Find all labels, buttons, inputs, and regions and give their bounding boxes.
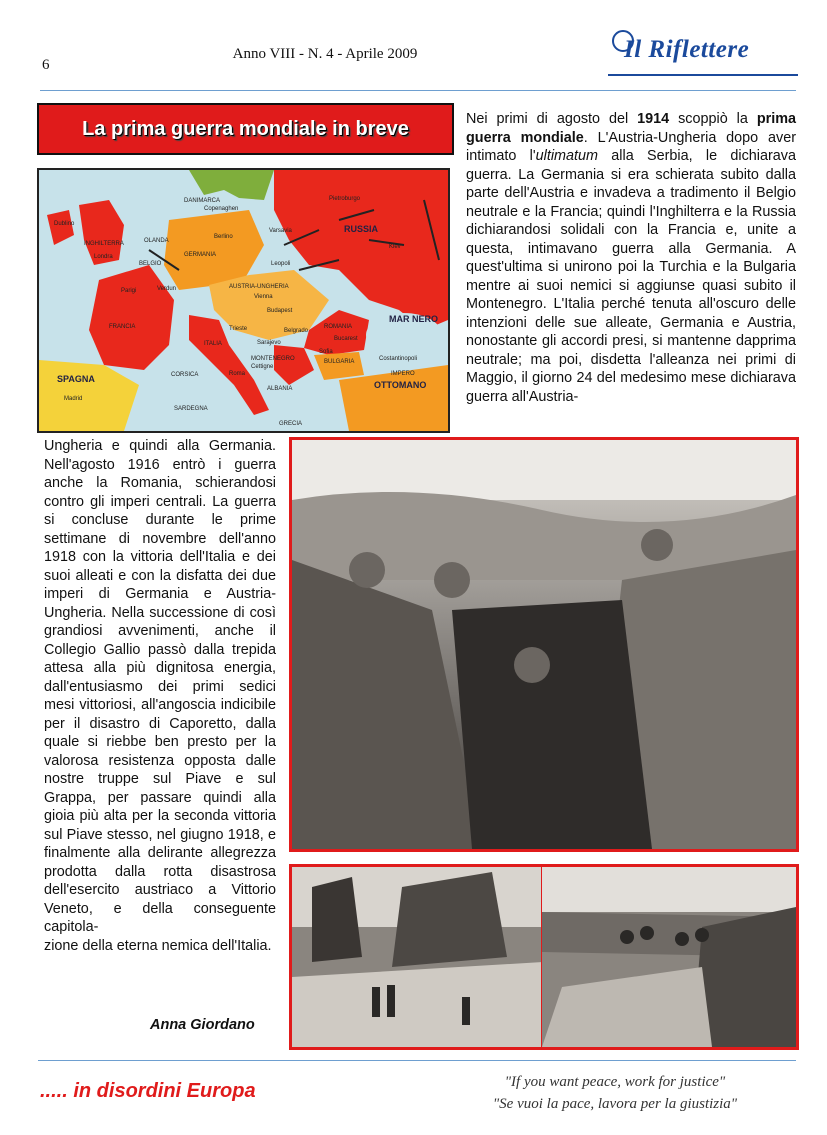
- text-run-italic: ultimatum: [535, 148, 599, 164]
- text-run: . L'Austria-Ungheria dopo aver intimato l': [466, 129, 796, 164]
- issue-line: Anno VIII - N. 4 - Aprile 2009: [232, 46, 418, 62]
- map-label-germania: GERMANIA: [184, 252, 217, 258]
- map-label-romania: ROMANIA: [324, 324, 353, 330]
- map-label-bucarest: Bucarest: [334, 336, 358, 342]
- soldiers-trench-photo-illustration: [542, 867, 796, 1047]
- map-label-vienna: Vienna: [254, 294, 273, 300]
- map-label-albania: ALBANIA: [267, 386, 293, 392]
- map-label-austria: AUSTRIA-UNGHERIA: [229, 284, 289, 290]
- map-label-danimarca: DANIMARCA: [184, 198, 221, 204]
- text-run-bold-war: prima guerra mondiale: [466, 111, 797, 146]
- map-label-sarajevo: Sarajevo: [257, 340, 281, 346]
- map-label-ottomano: OTTOMANO: [374, 380, 427, 390]
- trench-photo: [289, 437, 799, 852]
- map-label-russia: RUSSIA: [344, 224, 379, 234]
- map-label-spagna: SPAGNA: [57, 374, 95, 384]
- map-label-dublino: Dublino: [54, 221, 75, 227]
- ruins-photo-illustration: [292, 867, 543, 1047]
- map-label-italia: ITALIA: [204, 341, 222, 347]
- map-label-grecia: GRECIA: [279, 421, 303, 427]
- article-author: Anna Giordano: [150, 1017, 255, 1033]
- masthead: [608, 30, 798, 78]
- map-label-pietroburgo: Pietroburgo: [329, 196, 361, 202]
- bottom-divider: [38, 1060, 796, 1061]
- article-text-left: [44, 437, 276, 955]
- map-label-impero: IMPERO: [391, 371, 415, 377]
- map-label-varsavia: Varsavia: [269, 228, 292, 234]
- masthead-title: Il Riflettere: [624, 36, 750, 63]
- map-label-inghilterra: INGHILTERRA: [84, 241, 124, 247]
- trench-photo-illustration: [292, 440, 796, 849]
- ruins-photo: [289, 864, 543, 1050]
- text-run: alla Serbia, le dichiarava guerra. La Germania si era schierata subito dalla parte dell'Austria e invadeva a tradimento il Belgio neutrale e la Francia; quindi l'Inghilterra e la Russia dichiarandosi solidali con la Francia e, unite a questa, intimavano guerra alla Germania. A quest'ultima si unirono poi la Turchia e la Bulgaria mentre ai suoi nemici si aggiunse quasi subito il Montenegro. L'Italia perché tenuta all'oscuro delle intenzioni delle sue alleate, Germania e Austria, nonostante gli accordi presi, si mantenne dapprima neutrale; ma poi, disdetta l'alleanza nei primi di Maggio, il giorno 24 del medesimo mese dichiarava guerra all'Austria-: [466, 148, 796, 405]
- article-title-box: [37, 103, 454, 155]
- map-label-costantinopoli: Costantinopoli: [379, 356, 418, 362]
- map-label-copenaghen: Copenaghen: [204, 206, 239, 212]
- map-label-corsica: CORSICA: [171, 372, 199, 378]
- text-run-bold-year: 1914: [637, 111, 670, 127]
- map-label-belgio: BELGIO: [139, 261, 162, 267]
- text-run: scoppiò la: [669, 111, 757, 127]
- map-label-mar-nero: MAR NERO: [389, 314, 438, 324]
- map-label-madrid: Madrid: [64, 396, 83, 402]
- map-label-cettigne: Cettigne: [251, 364, 274, 370]
- map-label-londra: Londra: [94, 254, 113, 260]
- map-label-olanda: OLANDA: [144, 238, 169, 244]
- page-number: 6: [42, 57, 50, 73]
- map-label-montenegro: MONTENEGRO: [251, 356, 295, 362]
- map-label-trieste: Trieste: [229, 326, 248, 332]
- soldiers-trench-photo: [541, 864, 799, 1050]
- map-label-leopoli: Leopoli: [271, 261, 291, 267]
- article-paragraph-left: Ungheria e quindi alla Germania. Nell'agosto 1916 entrò i guerra anche la Romania, schierandosi contro gli imperi centrali. La guerra si concluse durante le prime settimane di novembre dell'anno 1918 con la vittoria dell'Italia e dei suoi alleati e con la disfatta dei due imperi di Germania e Austria-Ungheria. Nella successione di così grandiosi avvenimenti, anche il Collegio Gallio passò dalla trepida attesa alla più dignitosa energia, dall'entusiasmo dei primi sedici mesi vittoriosi, all'angoscia indicibile per il disastro di Caporetto, dalla quale si riebbe ben presto per la valorosa resistenza opposta dalle nostre truppe sul Piave e sul Grappa, per passare quindi alla gioia più alta per la seconda vittoria sul Piave stesso, nel giugno 1918, e finalmente alla delirante allegrezza prodotta dalla rotta disastrosa dell'esercito austriaco a Vittorio Veneto, e della conseguente capitola-: [44, 438, 276, 935]
- map-label-verdun: Verdun: [157, 286, 177, 292]
- map-label-budapest: Budapest: [267, 308, 293, 314]
- text-run: Nei primi di agosto del: [466, 111, 638, 127]
- europe-map-illustration: [39, 170, 448, 431]
- article-text-right: [466, 110, 796, 406]
- top-divider: [40, 90, 796, 91]
- map-label-roma: Roma: [229, 371, 246, 377]
- map-label-kiev: Kiev: [389, 244, 401, 250]
- map-label-francia: FRANCIA: [109, 324, 136, 330]
- article-title: La prima guerra mondiale in breve: [82, 117, 409, 140]
- article-paragraph-left-end: zione della eterna nemica dell'Italia.: [44, 937, 272, 954]
- europe-map-image: [37, 168, 450, 433]
- map-label-belgrado: Belgrado: [284, 328, 309, 334]
- footer-quote-italian: "Se vuoi la pace, lavora per la giustizia": [492, 1096, 738, 1112]
- map-label-sardegna: SARDEGNA: [174, 406, 208, 412]
- masthead-rule: [608, 74, 798, 76]
- map-label-parigi: Parigi: [121, 288, 137, 294]
- map-label-sofia: Sofia: [319, 349, 333, 355]
- footer-quote-english: "If you want peace, work for justice": [504, 1074, 726, 1090]
- map-label-bulgaria: BULGARIA: [324, 359, 355, 365]
- footer-slogan: ..... in disordini Europa: [40, 1080, 256, 1102]
- map-label-berlino: Berlino: [214, 234, 233, 240]
